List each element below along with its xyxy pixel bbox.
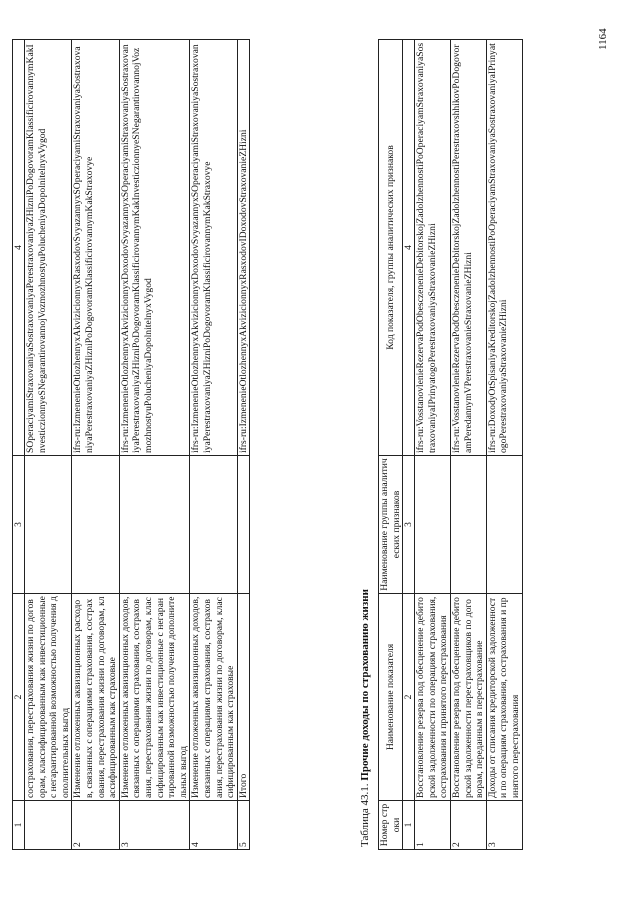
table-row (25, 40, 72, 850)
indicator-code: ifrs-ru:VosstanovlenieRezervaPodObesczenenieDebitorskojZadolzhennostiPoOperaciyamStraxovaniyaSostraxovaniyaIPrinyatogoPerestraxovaniyaStraxovanieZHizni (415, 40, 451, 456)
page-number: 1164 (597, 28, 609, 50)
indicator-name: Изменение отложенных аквизиционных расходов, связанных с операциями страхования, сострахования, перестрахования жизни по договорам, классифицированным как страховые (72, 594, 119, 801)
column-number-row (403, 40, 415, 850)
col-number: 4 (403, 40, 415, 456)
table-row (450, 40, 486, 850)
col-number: 4 (13, 40, 25, 456)
table-row (190, 40, 237, 850)
row-number: 2 (450, 801, 486, 850)
indicator-name: Восстановление резерва под обесценение дебиторской задолженности по операциям страхования, сострахования и принятого перестрахования (415, 594, 451, 801)
row-number (25, 801, 72, 850)
group-name (190, 456, 237, 594)
group-name (415, 456, 451, 594)
indicator-name: Изменение отложенных аквизиционных доходов, связанных с операциями страхования, сострахования, перестрахования жизни по договорам, классифицированным как инвестиционные с негарантированной возможностью получения дополнительных выгод (119, 594, 190, 801)
table-row (119, 40, 190, 850)
caption-prefix: Таблица 43.1. (359, 783, 371, 847)
indicator-name: Итого (237, 594, 250, 801)
indicator-code: ifrs-ru:IzmenenieOtlozhennyxAkvizicionnyxRasxodovIDoxodovStraxovanieZHizni (237, 40, 250, 456)
indicator-code: ifrs-ru:DoxodyOtSpisaniyaKreditorskojZadolzhennostiPoOperaciyamStraxovaniyaSostraxovaniyaIPrinyatogoPerestraxovaniyaStraxovanieZHizni (486, 40, 522, 456)
header-group-name: Наименование группы аналитических признаков (379, 456, 403, 594)
col-number: 2 (13, 594, 25, 801)
column-number-row (13, 40, 25, 850)
indicator-code: ifrs-ru:IzmenenieOtlozhennyxAkvizicionnyxDoxodovSvyazannyxSOperaciyamiStraxovaniyaSostraxovaniyaPerestraxovaniyaZHizniPoDogovoramKlassificirovannymKakInvesticzionnyeSNegarantirovannojVozmozhnostyuPolucheniyaDopolnitelnyxVygod (119, 40, 190, 456)
indicator-code: ifrs-ru:IzmenenieOtlozhennyxAkvizicionnyxRasxodovSvyazannyxSOperaciyamiStraxovaniyaSostraxovaniyaPerestraxovaniyaZHizniPoDogovoramKlassificirovannymKakStraxovye (72, 40, 119, 456)
group-name (72, 456, 119, 594)
header-indicator-code: Код показателя, группы аналитических признаков (379, 40, 403, 456)
indicator-name: Доходы от списания кредиторской задолженности по операциям страхования, сострахования и принятого перестрахования (486, 594, 522, 801)
row-number: 3 (486, 801, 522, 850)
row-number: 2 (72, 801, 119, 850)
table-row (237, 40, 250, 850)
row-number: 1 (415, 801, 451, 850)
row-number: 5 (237, 801, 250, 850)
table-caption (358, 589, 372, 847)
indicator-name: Изменение отложенных аквизиционных доходов, связанных с операциями страхования, сострахования, перестрахования жизни по договорам, классифицированным как страховые (190, 594, 237, 801)
col-number: 2 (403, 594, 415, 801)
table-row (415, 40, 451, 850)
caption-title: Прочие доходы по страхованию жизни (359, 589, 371, 781)
indicator-code: ifrs-ru:VosstanovlenieRezervaPodObesczenenieDebitorskojZadolzhennostiPerestraxovshhikovPoDogovoramPeredannymVPerestraxovanieStraxovanieZHizni (450, 40, 486, 456)
row-number: 4 (190, 801, 237, 850)
table-header-row (379, 40, 403, 850)
group-name (237, 456, 250, 594)
table-continued (12, 39, 250, 850)
table-row (486, 40, 522, 850)
indicator-name: Восстановление резерва под обесценение дебиторской задолженности перестраховщиков по договорам, переданным в перестрахование (450, 594, 486, 801)
header-indicator-name: Наименование показателя (379, 594, 403, 801)
group-name (25, 456, 72, 594)
col-number: 1 (403, 801, 415, 850)
table-row (72, 40, 119, 850)
col-number: 1 (13, 801, 25, 850)
indicator-code: SOperaciyamiStraxovaniyaSostraxovaniyaPerestraxovaniyaZHizniPoDogovoramKlassificirovannymKakInvesticzionnyeSNegarantirovannojVozmozhnostyuPolucheniyaDopolnitelnyxVygod (25, 40, 72, 456)
group-name (486, 456, 522, 594)
indicator-name: сострахования, перестрахования жизни по договорам, классифицированным как инвестиционные с негарантированной возможностью получения дополнительных выгод (25, 594, 72, 801)
col-number: 3 (403, 456, 415, 594)
table-43-1 (378, 39, 523, 850)
group-name (450, 456, 486, 594)
indicator-code: ifrs-ru:IzmenenieOtlozhennyxAkvizicionnyxDoxodovSvyazannyxSOperaciyamiStraxovaniyaSostraxovaniyaPerestraxovaniyaZHizniPoDogovoramKlassificirovannymKakStraxovye (190, 40, 237, 456)
group-name (119, 456, 190, 594)
row-number: 3 (119, 801, 190, 850)
header-row-number: Номер строки (379, 801, 403, 850)
col-number: 3 (13, 456, 25, 594)
